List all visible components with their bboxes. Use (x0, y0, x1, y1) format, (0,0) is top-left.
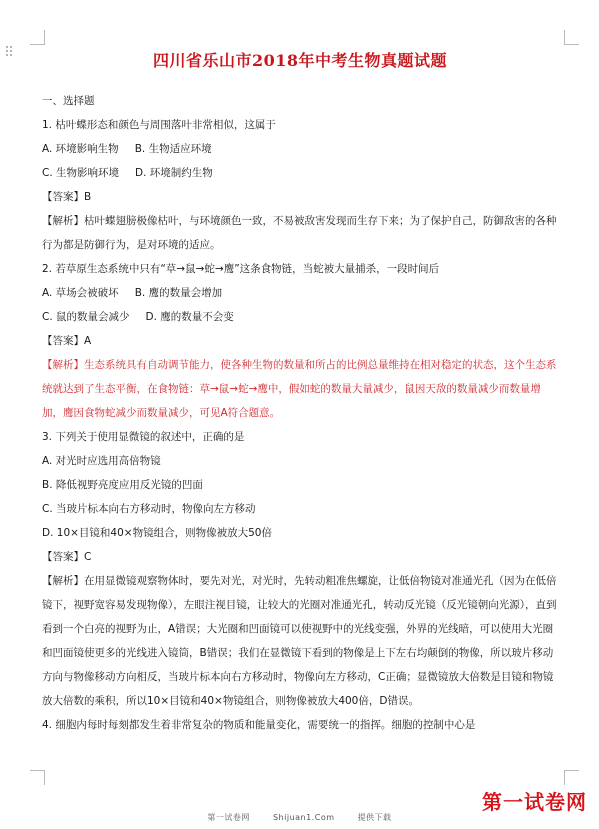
question-3 (42, 425, 558, 713)
option-a: A. 草场会被破坏 (42, 287, 119, 299)
question-1 (42, 113, 558, 257)
crop-mark-bottom-right (564, 770, 579, 785)
question-stem: 1. 枯叶蝶形态和颜色与周围落叶非常相似，这属于 (42, 119, 276, 131)
option-b: B. 降低视野亮度应用反光镜的凹面 (42, 479, 203, 491)
footer-site-url[interactable]: Shijuan1.Com (272, 813, 335, 822)
option-d: D. 环境制约生物 (135, 167, 213, 179)
option-c: C. 鼠的数量会减少 (42, 311, 130, 323)
crop-mark-top-right (564, 30, 579, 45)
option-b: B. 生物适应环境 (134, 143, 212, 155)
page-title: 四川省乐山市2018年中考生物真题试题 (152, 51, 448, 70)
option-b: B. 鹰的数量会增加 (134, 287, 223, 299)
brand-watermark: 第一试卷网 (482, 790, 587, 814)
option-c: C. 当玻片标本向右方移动时，物像向左方移动 (42, 503, 256, 515)
footer-site-name: 第一试卷网 (207, 813, 250, 822)
option-row (42, 281, 558, 305)
crop-mark-top-left (30, 30, 45, 45)
answer: 【答案】B (42, 191, 92, 203)
footer-download-text: 提供下载 (357, 813, 392, 822)
option-row (42, 161, 558, 185)
question-4-stem: 4. 细胞内每时每刻都发生着非常复杂的物质和能量变化，需要统一的指挥。细胞的控制中心是 (42, 719, 476, 731)
option-row (42, 305, 558, 329)
question-stem: 3. 下列关于使用显微镜的叙述中，正确的是 (42, 431, 245, 443)
question-2 (42, 257, 558, 425)
option-a: A. 环境影响生物 (42, 143, 119, 155)
drag-handle-icon[interactable] (6, 46, 14, 56)
analysis: 【解析】枯叶蝶翅膀极像枯叶，与环境颜色一致，不易被敌害发现而生存下来；为了保护自己，防御敌害的各种行为都是防御行为，是对环境的适应。 (42, 215, 557, 251)
section-heading: 一、选择题 (42, 95, 95, 107)
crop-mark-bottom-left (30, 770, 45, 785)
analysis: 【解析】生态系统具有自动调节能力，使各种生物的数量和所占的比例总量维持在相对稳定的状态，这个生态系统就达到了生态平衡，在食物链：草→鼠→蛇→鹰中，假如蛇的数量大量减少，鼠因天敌的数量减少而数量增加，鹰因食物蛇减少而数量减少，可见A符合题意。 (42, 359, 557, 419)
answer: 【答案】A (42, 335, 92, 347)
option-d: D. 鹰的数量不会变 (145, 311, 234, 323)
document-body (42, 48, 558, 737)
analysis: 【解析】在用显微镜观察物体时，要先对光，对光时，先转动粗准焦螺旋，让低倍物镜对准通光孔（因为在低倍镜下，视野宽容易发现物像），左眼注视目镜，让较大的光圈对准通光孔，转动反光镜（反光镜朝向光源），直到看到一个白亮的视野为止，A错误；大光圈和凹面镜可以使视野中的光线变强，外界的光线暗，可以使用大光圈和凹面镜使更多的光线进入镜筒，B错误；我们在显微镜下看到的物像是上下左右均颠倒的物像，所以玻片移动方向与物像移动方向相反，当玻片标本向右方移动时，物像向左方移动，C正确；显微镜放大倍数是目镜和物镜放大倍数的乘积，所以10×目镜和40×物镜组合，则物像被放大400倍，D错误。 (42, 575, 557, 707)
option-c: C. 生物影响环境 (42, 167, 120, 179)
question-stem: 2. 若草原生态系统中只有“草→鼠→蛇→鹰”这条食物链，当蛇被大量捕杀，一段时间后 (42, 263, 440, 275)
option-d: D. 10×目镜和40×物镜组合，则物像被放大50倍 (42, 527, 272, 539)
option-a: A. 对光时应选用高倍物镜 (42, 455, 161, 467)
answer: 【答案】C (42, 551, 92, 563)
option-row (42, 137, 558, 161)
